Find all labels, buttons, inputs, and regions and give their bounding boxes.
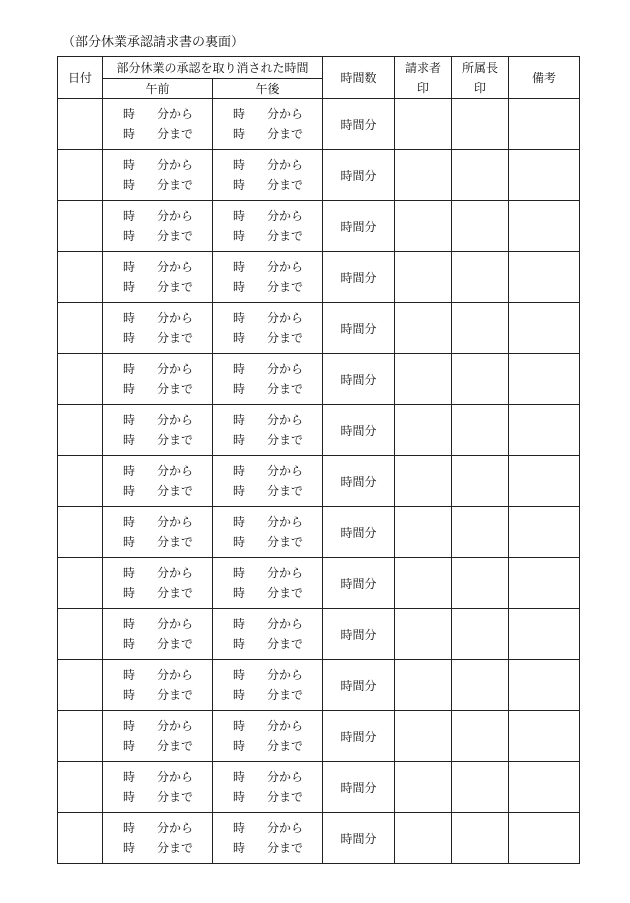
table-row bbox=[58, 150, 580, 201]
requester-seal-cell[interactable] bbox=[395, 354, 452, 405]
supervisor-seal-cell[interactable] bbox=[452, 558, 509, 609]
supervisor-seal-cell[interactable] bbox=[452, 252, 509, 303]
hour-label: 時 bbox=[123, 209, 136, 223]
supervisor-seal-cell[interactable] bbox=[452, 711, 509, 762]
duration-label: 時間分 bbox=[340, 168, 377, 183]
header-supervisor-seal: 所属長 印 bbox=[452, 57, 509, 99]
header-hours: 時間数 bbox=[323, 57, 395, 99]
to-label: 分まで bbox=[267, 586, 304, 600]
hour-label: 時 bbox=[233, 127, 246, 141]
hour-label: 時 bbox=[123, 668, 136, 682]
hour-label: 時 bbox=[233, 464, 246, 478]
date-cell[interactable] bbox=[58, 456, 103, 507]
duration-label: 時間分 bbox=[340, 525, 377, 540]
pm-time-cell[interactable] bbox=[213, 252, 323, 303]
am-time-cell[interactable] bbox=[103, 711, 213, 762]
from-label: 分から bbox=[267, 770, 304, 784]
hour-label: 時 bbox=[233, 821, 246, 835]
remarks-cell[interactable] bbox=[509, 711, 580, 762]
to-label: 分まで bbox=[157, 229, 194, 243]
from-label: 分から bbox=[267, 515, 304, 529]
date-cell[interactable] bbox=[58, 609, 103, 660]
table-row bbox=[58, 201, 580, 252]
requester-seal-cell[interactable] bbox=[395, 456, 452, 507]
hour-label: 時 bbox=[233, 637, 246, 651]
date-cell[interactable] bbox=[58, 303, 103, 354]
requester-seal-cell[interactable] bbox=[395, 201, 452, 252]
from-label: 分から bbox=[267, 464, 304, 478]
remarks-cell[interactable] bbox=[509, 405, 580, 456]
am-time-cell[interactable] bbox=[103, 609, 213, 660]
hour-label: 時 bbox=[233, 790, 246, 804]
to-label: 分まで bbox=[267, 433, 304, 447]
to-label: 分まで bbox=[267, 535, 304, 549]
hour-label: 時 bbox=[123, 719, 136, 733]
hour-label: 時 bbox=[123, 178, 136, 192]
hours-cell[interactable] bbox=[323, 507, 395, 558]
supervisor-seal-cell[interactable] bbox=[452, 201, 509, 252]
remarks-cell[interactable] bbox=[509, 558, 580, 609]
to-label: 分まで bbox=[267, 382, 304, 396]
hour-label: 時 bbox=[123, 821, 136, 835]
duration-label: 時間分 bbox=[340, 678, 377, 693]
requester-seal-cell[interactable] bbox=[395, 405, 452, 456]
remarks-cell[interactable] bbox=[509, 150, 580, 201]
hours-cell[interactable] bbox=[323, 99, 395, 150]
pm-time-cell[interactable] bbox=[213, 201, 323, 252]
from-label: 分から bbox=[267, 719, 304, 733]
to-label: 分まで bbox=[157, 382, 194, 396]
table-row bbox=[58, 660, 580, 711]
hour-label: 時 bbox=[233, 107, 246, 121]
hours-cell[interactable] bbox=[323, 660, 395, 711]
hour-label: 時 bbox=[233, 433, 246, 447]
header-am: 午前 bbox=[103, 79, 213, 99]
pm-time-cell[interactable] bbox=[213, 609, 323, 660]
hour-label: 時 bbox=[123, 260, 136, 274]
header-date: 日付 bbox=[58, 57, 103, 99]
date-cell[interactable] bbox=[58, 405, 103, 456]
hour-label: 時 bbox=[123, 841, 136, 855]
table-row bbox=[58, 99, 580, 150]
header-cancelled-time: 部分休業の承認を取り消された時間 bbox=[103, 57, 323, 79]
requester-seal-cell[interactable] bbox=[395, 303, 452, 354]
table-row bbox=[58, 252, 580, 303]
hour-label: 時 bbox=[123, 464, 136, 478]
date-cell[interactable] bbox=[58, 558, 103, 609]
pm-time-cell[interactable] bbox=[213, 405, 323, 456]
remarks-cell[interactable] bbox=[509, 303, 580, 354]
from-label: 分から bbox=[157, 413, 194, 427]
hour-label: 時 bbox=[233, 178, 246, 192]
from-label: 分から bbox=[267, 158, 304, 172]
table-row bbox=[58, 456, 580, 507]
to-label: 分まで bbox=[157, 688, 194, 702]
from-label: 分から bbox=[157, 821, 194, 835]
am-time-cell[interactable] bbox=[103, 456, 213, 507]
hour-label: 時 bbox=[123, 158, 136, 172]
hour-label: 時 bbox=[233, 209, 246, 223]
hour-label: 時 bbox=[233, 515, 246, 529]
to-label: 分まで bbox=[157, 178, 194, 192]
hour-label: 時 bbox=[233, 260, 246, 274]
to-label: 分まで bbox=[157, 484, 194, 498]
header-requester-seal: 請求者 印 bbox=[395, 57, 452, 99]
to-label: 分まで bbox=[157, 433, 194, 447]
duration-label: 時間分 bbox=[340, 423, 377, 438]
hour-label: 時 bbox=[233, 535, 246, 549]
hour-label: 時 bbox=[123, 362, 136, 376]
requester-seal-cell[interactable] bbox=[395, 150, 452, 201]
to-label: 分まで bbox=[267, 637, 304, 651]
hour-label: 時 bbox=[123, 617, 136, 631]
remarks-cell[interactable] bbox=[509, 762, 580, 813]
from-label: 分から bbox=[157, 770, 194, 784]
supervisor-seal-cell[interactable] bbox=[452, 609, 509, 660]
from-label: 分から bbox=[267, 107, 304, 121]
pm-time-cell[interactable] bbox=[213, 507, 323, 558]
hour-label: 時 bbox=[123, 637, 136, 651]
date-cell[interactable] bbox=[58, 99, 103, 150]
am-time-cell[interactable] bbox=[103, 150, 213, 201]
to-label: 分まで bbox=[267, 739, 304, 753]
am-time-cell[interactable] bbox=[103, 201, 213, 252]
duration-label: 時間分 bbox=[340, 627, 377, 642]
date-cell[interactable] bbox=[58, 201, 103, 252]
from-label: 分から bbox=[157, 719, 194, 733]
date-cell[interactable] bbox=[58, 252, 103, 303]
table-row bbox=[58, 762, 580, 813]
hour-label: 時 bbox=[123, 433, 136, 447]
table-row bbox=[58, 354, 580, 405]
pm-time-cell[interactable] bbox=[213, 150, 323, 201]
from-label: 分から bbox=[157, 107, 194, 121]
pm-time-cell[interactable] bbox=[213, 303, 323, 354]
from-label: 分から bbox=[157, 464, 194, 478]
hour-label: 時 bbox=[123, 566, 136, 580]
hour-label: 時 bbox=[233, 362, 246, 376]
date-cell[interactable] bbox=[58, 660, 103, 711]
hours-cell[interactable] bbox=[323, 150, 395, 201]
hour-label: 時 bbox=[123, 229, 136, 243]
hour-label: 時 bbox=[123, 688, 136, 702]
table-row bbox=[58, 609, 580, 660]
table-row bbox=[58, 507, 580, 558]
from-label: 分から bbox=[267, 260, 304, 274]
table-row bbox=[58, 813, 580, 864]
hour-label: 時 bbox=[123, 107, 136, 121]
duration-label: 時間分 bbox=[340, 831, 377, 846]
hour-label: 時 bbox=[123, 535, 136, 549]
from-label: 分から bbox=[157, 515, 194, 529]
remarks-cell[interactable] bbox=[509, 660, 580, 711]
duration-label: 時間分 bbox=[340, 219, 377, 234]
hours-cell[interactable] bbox=[323, 201, 395, 252]
from-label: 分から bbox=[157, 311, 194, 325]
duration-label: 時間分 bbox=[340, 372, 377, 387]
from-label: 分から bbox=[157, 362, 194, 376]
am-time-cell[interactable] bbox=[103, 660, 213, 711]
from-label: 分から bbox=[157, 158, 194, 172]
to-label: 分まで bbox=[157, 637, 194, 651]
to-label: 分まで bbox=[157, 535, 194, 549]
to-label: 分まで bbox=[267, 688, 304, 702]
to-label: 分まで bbox=[157, 127, 194, 141]
hour-label: 時 bbox=[233, 719, 246, 733]
to-label: 分まで bbox=[267, 841, 304, 855]
hour-label: 時 bbox=[233, 331, 246, 345]
to-label: 分まで bbox=[157, 331, 194, 345]
hour-label: 時 bbox=[233, 382, 246, 396]
table-row bbox=[58, 303, 580, 354]
hour-label: 時 bbox=[233, 739, 246, 753]
duration-label: 時間分 bbox=[340, 576, 377, 591]
supervisor-seal-cell[interactable] bbox=[452, 762, 509, 813]
hour-label: 時 bbox=[233, 841, 246, 855]
pm-time-cell[interactable] bbox=[213, 660, 323, 711]
to-label: 分まで bbox=[157, 586, 194, 600]
duration-label: 時間分 bbox=[340, 729, 377, 744]
to-label: 分まで bbox=[157, 790, 194, 804]
from-label: 分から bbox=[267, 617, 304, 631]
pm-time-cell[interactable] bbox=[213, 99, 323, 150]
requester-seal-cell[interactable] bbox=[395, 813, 452, 864]
hour-label: 時 bbox=[123, 790, 136, 804]
requester-seal-cell[interactable] bbox=[395, 99, 452, 150]
remarks-cell[interactable] bbox=[509, 201, 580, 252]
table-row bbox=[58, 558, 580, 609]
hours-cell[interactable] bbox=[323, 456, 395, 507]
table-body bbox=[58, 99, 580, 864]
pm-time-cell[interactable] bbox=[213, 456, 323, 507]
duration-label: 時間分 bbox=[340, 780, 377, 795]
duration-label: 時間分 bbox=[340, 321, 377, 336]
hours-cell[interactable] bbox=[323, 405, 395, 456]
am-time-cell[interactable] bbox=[103, 507, 213, 558]
hour-label: 時 bbox=[233, 617, 246, 631]
hour-label: 時 bbox=[123, 739, 136, 753]
requester-seal-cell[interactable] bbox=[395, 558, 452, 609]
remarks-cell[interactable] bbox=[509, 99, 580, 150]
hour-label: 時 bbox=[233, 566, 246, 580]
am-time-cell[interactable] bbox=[103, 405, 213, 456]
hour-label: 時 bbox=[123, 484, 136, 498]
hour-label: 時 bbox=[233, 688, 246, 702]
hour-label: 時 bbox=[123, 515, 136, 529]
hour-label: 時 bbox=[233, 668, 246, 682]
date-cell[interactable] bbox=[58, 354, 103, 405]
to-label: 分まで bbox=[267, 178, 304, 192]
pm-time-cell[interactable] bbox=[213, 813, 323, 864]
from-label: 分から bbox=[157, 668, 194, 682]
from-label: 分から bbox=[267, 668, 304, 682]
header-pm: 午後 bbox=[213, 79, 323, 99]
remarks-cell[interactable] bbox=[509, 354, 580, 405]
to-label: 分まで bbox=[267, 331, 304, 345]
am-time-cell[interactable] bbox=[103, 813, 213, 864]
hour-label: 時 bbox=[123, 311, 136, 325]
pm-time-cell[interactable] bbox=[213, 711, 323, 762]
remarks-cell[interactable] bbox=[509, 609, 580, 660]
remarks-cell[interactable] bbox=[509, 507, 580, 558]
am-time-cell[interactable] bbox=[103, 354, 213, 405]
partial-leave-table bbox=[57, 56, 580, 864]
to-label: 分まで bbox=[267, 127, 304, 141]
hour-label: 時 bbox=[123, 413, 136, 427]
supervisor-seal-cell[interactable] bbox=[452, 813, 509, 864]
hour-label: 時 bbox=[233, 586, 246, 600]
supervisor-seal-cell[interactable] bbox=[452, 303, 509, 354]
supervisor-seal-cell[interactable] bbox=[452, 507, 509, 558]
hours-cell[interactable] bbox=[323, 354, 395, 405]
table-row bbox=[58, 405, 580, 456]
duration-label: 時間分 bbox=[340, 270, 377, 285]
pm-time-cell[interactable] bbox=[213, 558, 323, 609]
requester-seal-cell[interactable] bbox=[395, 507, 452, 558]
hours-cell[interactable] bbox=[323, 252, 395, 303]
supervisor-seal-cell[interactable] bbox=[452, 354, 509, 405]
header-row-1 bbox=[58, 57, 580, 79]
hours-cell[interactable] bbox=[323, 303, 395, 354]
to-label: 分まで bbox=[267, 790, 304, 804]
requester-seal-cell[interactable] bbox=[395, 762, 452, 813]
hour-label: 時 bbox=[123, 127, 136, 141]
hours-cell[interactable] bbox=[323, 813, 395, 864]
from-label: 分から bbox=[267, 821, 304, 835]
hour-label: 時 bbox=[123, 586, 136, 600]
hour-label: 時 bbox=[233, 311, 246, 325]
hour-label: 時 bbox=[233, 413, 246, 427]
remarks-cell[interactable] bbox=[509, 456, 580, 507]
hours-cell[interactable] bbox=[323, 609, 395, 660]
hour-label: 時 bbox=[233, 484, 246, 498]
to-label: 分まで bbox=[267, 280, 304, 294]
to-label: 分まで bbox=[267, 229, 304, 243]
supervisor-seal-cell[interactable] bbox=[452, 456, 509, 507]
supervisor-seal-cell[interactable] bbox=[452, 150, 509, 201]
supervisor-seal-cell[interactable] bbox=[452, 99, 509, 150]
hour-label: 時 bbox=[123, 770, 136, 784]
requester-seal-cell[interactable] bbox=[395, 609, 452, 660]
supervisor-seal-cell[interactable] bbox=[452, 405, 509, 456]
from-label: 分から bbox=[157, 566, 194, 580]
date-cell[interactable] bbox=[58, 762, 103, 813]
requester-seal-cell[interactable] bbox=[395, 660, 452, 711]
to-label: 分まで bbox=[157, 280, 194, 294]
hour-label: 時 bbox=[233, 770, 246, 784]
duration-label: 時間分 bbox=[340, 117, 377, 132]
header-remarks: 備考 bbox=[509, 57, 580, 99]
from-label: 分から bbox=[157, 209, 194, 223]
from-label: 分から bbox=[267, 311, 304, 325]
from-label: 分から bbox=[157, 260, 194, 274]
hour-label: 時 bbox=[233, 229, 246, 243]
am-time-cell[interactable] bbox=[103, 252, 213, 303]
form-caption: （部分休業承認請求書の裏面） bbox=[62, 35, 245, 50]
hours-cell[interactable] bbox=[323, 711, 395, 762]
pm-time-cell[interactable] bbox=[213, 354, 323, 405]
duration-label: 時間分 bbox=[340, 474, 377, 489]
am-time-cell[interactable] bbox=[103, 558, 213, 609]
hours-cell[interactable] bbox=[323, 762, 395, 813]
hour-label: 時 bbox=[123, 382, 136, 396]
from-label: 分から bbox=[267, 209, 304, 223]
requester-seal-cell[interactable] bbox=[395, 711, 452, 762]
date-cell[interactable] bbox=[58, 507, 103, 558]
from-label: 分から bbox=[267, 413, 304, 427]
date-cell[interactable] bbox=[58, 813, 103, 864]
remarks-cell[interactable] bbox=[509, 813, 580, 864]
hour-label: 時 bbox=[233, 158, 246, 172]
hour-label: 時 bbox=[123, 331, 136, 345]
am-time-cell[interactable] bbox=[103, 303, 213, 354]
am-time-cell[interactable] bbox=[103, 99, 213, 150]
from-label: 分から bbox=[157, 617, 194, 631]
hour-label: 時 bbox=[233, 280, 246, 294]
date-cell[interactable] bbox=[58, 711, 103, 762]
supervisor-seal-cell[interactable] bbox=[452, 660, 509, 711]
pm-time-cell[interactable] bbox=[213, 762, 323, 813]
table-row bbox=[58, 711, 580, 762]
requester-seal-cell[interactable] bbox=[395, 252, 452, 303]
date-cell[interactable] bbox=[58, 150, 103, 201]
to-label: 分まで bbox=[157, 739, 194, 753]
to-label: 分まで bbox=[157, 841, 194, 855]
am-time-cell[interactable] bbox=[103, 762, 213, 813]
to-label: 分まで bbox=[267, 484, 304, 498]
from-label: 分から bbox=[267, 566, 304, 580]
from-label: 分から bbox=[267, 362, 304, 376]
hour-label: 時 bbox=[123, 280, 136, 294]
remarks-cell[interactable] bbox=[509, 252, 580, 303]
hours-cell[interactable] bbox=[323, 558, 395, 609]
